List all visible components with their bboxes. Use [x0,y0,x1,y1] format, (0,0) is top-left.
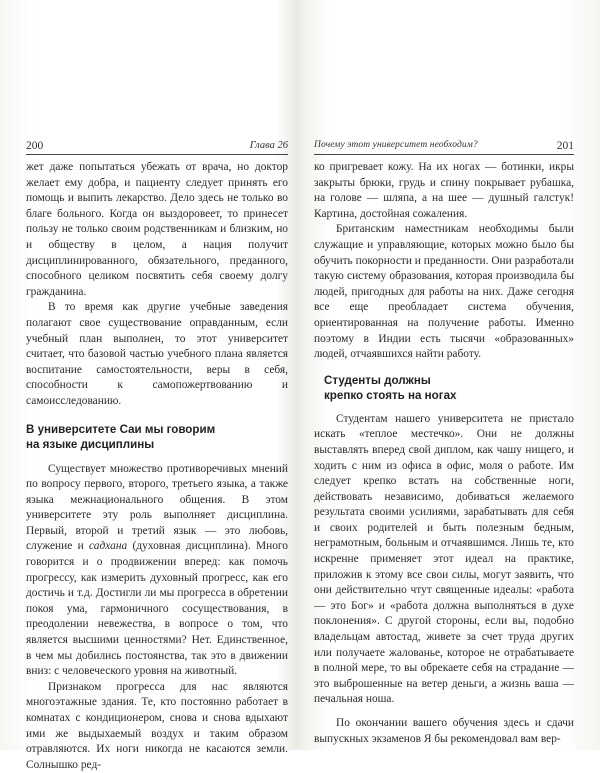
section-heading-line: крепко стоять на ногах [324,388,457,402]
paragraph: ко пригревает кожу. На их ногах — ботинки, икры закрыты брюки, грудь и спину покрывает рубашка, на голове — шляпа, а на шее — душный галстук! Картина, достойная сожаления. [314,161,574,220]
paragraph [26,462,288,680]
section-heading [324,373,574,403]
right-page [314,140,574,747]
paragraph: Студентам нашего университета не пристало искать «теплое местечко». Они не должны выставлять вперед свой диплом, как чашу нищего, и ходить с ним из офиса в офис, моля о работе. Им следует крепко встать на собственные ноги, действовать независимо, добиваться желаемого результата своими усилиями, зарабатывать для себя и своих родителей и быть полезным бедным, неграмотным, больным и отчаявшимся. Лишь те, кто искренне применяет этот идеал на практике, приложив к этому все свои силы, могут заявить, что они действительно чтут священные идеалы: «работа — это Бог» и «работа должна выполняться в духе поклонения». С другой стороны, если вы, подобно владельцам автостад, живете за счет труда других или получаете жалованье, которое не отрабатываете в полной мере, то вы обрекаете себя на страдание — это выброшенные на ветер деньги, а жизнь ваша — печальная ноша. [314,412,574,706]
paragraph: Британским наместникам необходимы были служащие и управляющие, которых можно было бы обучить покорности и преданности. Они разработали такую систему образования, которая производила бы людей, пригодных для работы на них. Даже сегодня все еще преобладает система обучения, ориентированная на получение работы. Именно поэтому в Индии есть тысячи «образованных» людей, отчаявшихся найти работу. [314,223,574,361]
left-page-header [26,140,288,155]
section-heading-line: на языке дисциплины [26,437,155,451]
page-number: 201 [556,140,574,152]
paragraph: В то время как другие учебные заведения полагают свое существование оправданным, если учебный план выполнен, то этот университет считает, что базовой частью учебного плана является воспитание самостоятельности, веры в себя, способности к самопожертвованию и самоисследованию. [26,301,288,407]
left-page [26,140,288,773]
paragraph: жет даже попытаться убежать от врача, но доктор желает ему добра, и пациенту следует принять его помощь и выпить лекарство. Дело здесь не только во благе больного. Когда он выздоровеет, то принесет пользу не только своим родственникам и близким, но и обществу в целом, а нация получит дисциплинированного, обязательного, преданного, способного целиком посвятить себя своему долгу гражданина. [26,161,288,298]
page-number: 200 [26,140,44,152]
paragraph: Признаком прогресса для нас являются многоэтажные здания. Те, кто постоянно работает в комнатах с кондиционером, снова и снова вдыхают ими же выдыхаемый воздух и таким образом отравляются. Их ноги никогда не касаются земли. Солнышко ред- [26,680,288,771]
section-heading [26,422,288,452]
running-head: Почему этот университет необходим? [314,140,478,150]
paragraph: По окончании вашего обучения здесь и сдачи выпускных экзаменов Я бы рекомендовал вам вер- [314,717,574,745]
sanskrit-term: садхана [89,540,128,553]
running-head: Глава 26 [249,140,288,151]
paragraph-text: Существует множество противоречивых мнений по вопросу первого, второго, третьего языка, а также языка межнационального общения. В этом университете эту роль выполняет дисциплина. Первый, второй и третий язык — это любовь, служение и [26,462,288,553]
section-heading-line: Студенты должны [324,373,431,387]
right-page-header [314,140,574,155]
section-heading-line: В университете Саи мы говорим [26,422,216,436]
paragraph-text: (духовная дисциплина). Много говорится и о продвижении вперед: как помочь прогрессу, как измерить духовный прогресс, как его достичь и т.д. Достигли ли мы прогресса в обретении покоя ума, гармоничного сосуществования, в преодолении невежества, в вопросе о том, что является высшими ценностями? Нет. Единственное, в чем мы добились постоянства, так это в движении вниз: с человеческого уровня на животный. [26,540,288,678]
